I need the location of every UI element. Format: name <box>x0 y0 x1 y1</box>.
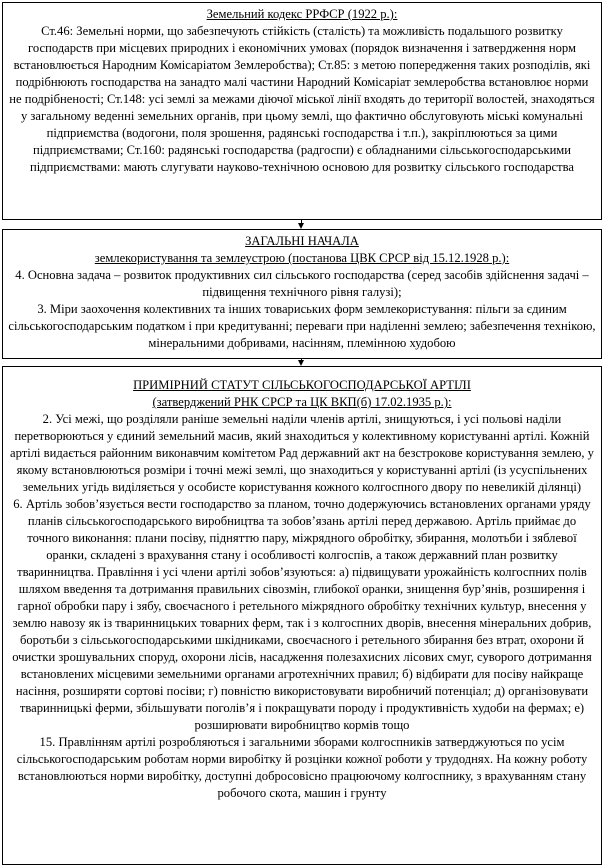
general-principles-item-4: 4. Основна задача – розвиток продуктивних сил сільського господарства (серед засобів здійснення задачі – підвищення технічного рівня галузі); <box>15 268 589 299</box>
general-principles-box <box>2 229 602 359</box>
land-code-1922-title: Земельний кодекс РРФСР (1922 р.): <box>206 7 398 21</box>
artel-statute-item-2: 2. Усі межі, що розділяли раніше земельні наділи членів артілі, знищуються, і усі польові наділи перетворюються у єдиний земельний масив, який знаходиться у колективному користуванні артілі. Кожній артілі видається районним виконавчим комітетом Рад державний акт на безстрокове користування землею, у якому встановлюються розміри і точні межі землі, що знаходиться у користуванні артілі (із усуспільнених земельних угідь виділяється у особисте користування кожного колгоспного двору по невеликій ділянці) <box>10 412 594 494</box>
artel-statute-box <box>2 366 602 865</box>
artel-statute-subtitle: (затверджений РНК СРСР та ЦК ВКП(б) 17.02.1935 р.): <box>152 395 452 409</box>
general-principles-title: ЗАГАЛЬНІ НАЧАЛА <box>245 234 359 248</box>
artel-statute-title: ПРИМІРНИЙ СТАТУТ СІЛЬСЬКОГОСПОДАРСЬКОЇ АРТІЛІ <box>133 378 471 392</box>
artel-statute-item-15: 15. Правлінням артілі розробляються і загальними зборами колгоспників затверджуються по усім сільськогосподарським роботам норми виробітку й розцінки кожної роботи у трудоднях. На кожну роботу встановлюються норми виробітку, доступні добросовісно працюючому колгоспнику, з врахуванням стану робочого скота, машин і грунту <box>16 735 588 800</box>
land-code-1922-box <box>2 2 602 220</box>
general-principles-subtitle: землекористування та землеустрою (постанова ЦВК СРСР від 15.12.1928 р.): <box>94 251 510 265</box>
artel-statute-item-6: 6. Артіль зобов’язується вести господарство за планом, точно додержуючись встановлених органами уряду планів сільськогосподарського виробництва та зобов’язань артілі перед державою. Артіль приймає до точного виконання: плани посіву, підняттю пару, міжрядного обробітку, збирання, молотьби і зяблевої оранки, складені з врахування стану і особливості колгоспів, а також державний план розвитку тваринництва. Правління і усі члени артілі зобов’язуються: а) підвищувати урожайність колгоспних полів шляхом введення та дотримання правильних сівозмін, глибокої оранки, знищення бур’янів, розширення і гарної обробки пару і зябу, своєчасного і ретельного міжрядного обробітку технічних культур, внесення у землю навозу як із тваринницьких товарних ферм, так і з колгоспних дворів, внесення мінеральних добрив, боротьби з сільськогосподарськими шкідниками, своєчасного і ретельного збирання без втрат, охорони й очистки зрошувальних споруд, охорони лісів, насадження полезахисних лісових смуг, суворого дотримання встановлених місцевими земельними органами агротехнічних правил; б) відбирати для посіву найкраще насіння, розширяти сортові посіви; г) повністю використовувати виробничий потенціал; д) організовувати тваринницькі ферми, збільшувати поголів’я і покращувати породу і продуктивність худоби на фермах; е) розширювати виробництво кормів тощо <box>12 497 592 732</box>
land-code-1922-text: Ст.46: Земельні норми, що забезпечують стійкість (сталість) та можливість подальшого розвитку господарств при місцевих природних і економічних умовах (порядок визначення і затвердження норм встановлюється Народним Комісаріатом Землеробства); Ст.85: з метою попередження таких розподілів, які подрібнюють господарства на занадто малі частини Народний Комісаріат землеробства встановлює норми не подрібненості; Ст.148: усі землі за межами діючої міської лінії входять до території волостей, знаходяться у загальному веденні земельних органів, при цьому землі, що фактично обслуговують міські комунальні підприємства (водогони, поля зрошення, радянські господарства і т.п.), закріплюються за цими підприємствами; Ст.160: радянські господарства (радгоспи) є обладнаними сільськогосподарськими підприємствами: мають слугувати науково-технічною основою для розвитку сільського господарства <box>9 24 595 174</box>
general-principles-item-3: 3. Міри заохочення колективних та інших товариських форм землекористування: пільги за єдиним сільськогосподарським податком і при кредитуванні; переваги при наділенні землею; забезпечення технікою, мінеральними добривами, насінням, племінною худобою <box>8 302 596 350</box>
